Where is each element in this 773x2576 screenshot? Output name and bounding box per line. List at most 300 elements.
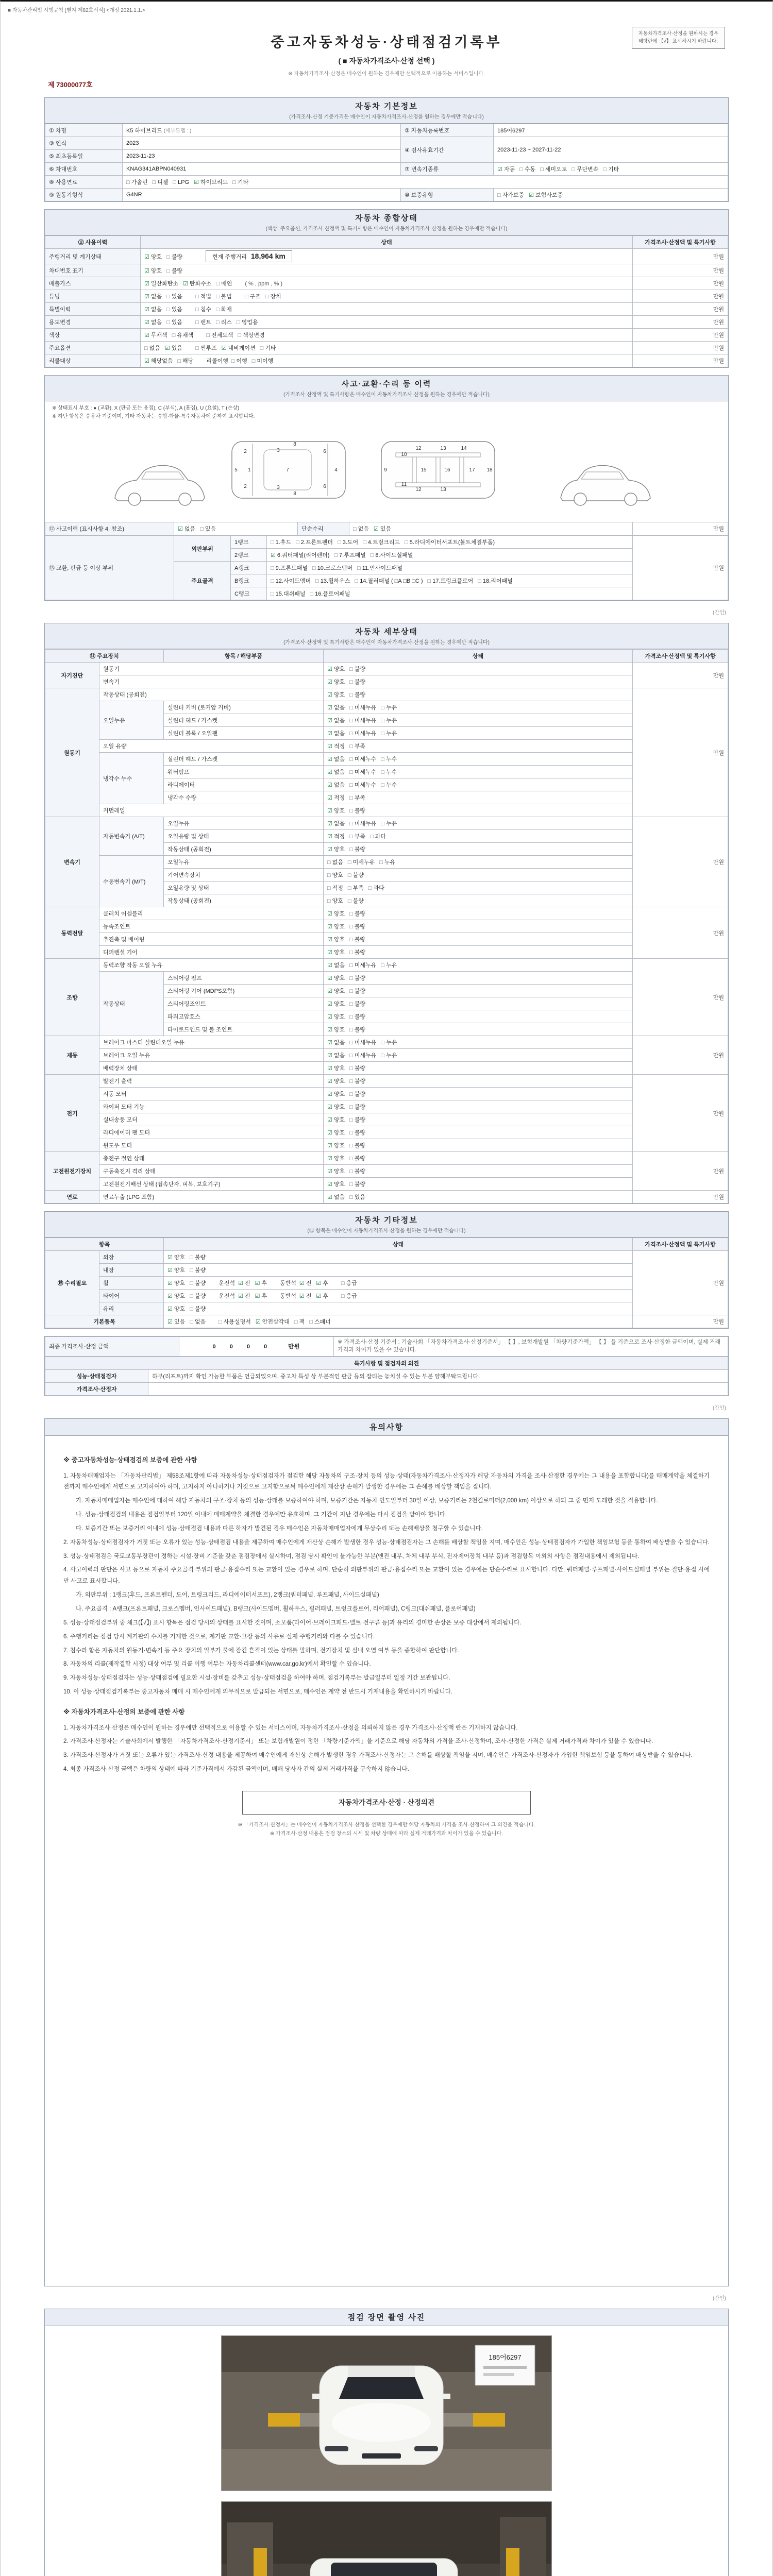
checkbox-icon[interactable]: □	[381, 1040, 384, 1046]
checkbox-option[interactable]	[327, 1193, 345, 1201]
checkbox-icon[interactable]: □	[379, 859, 383, 866]
checkbox-option[interactable]	[327, 974, 345, 982]
checkbox-option[interactable]	[327, 845, 345, 853]
checkbox-icon[interactable]: □	[271, 578, 274, 584]
checkbox-icon[interactable]: □	[126, 179, 130, 185]
checkbox-icon[interactable]: □	[349, 731, 353, 737]
checkbox-icon[interactable]: ☑	[327, 731, 332, 737]
checkbox-option[interactable]	[167, 1292, 185, 1300]
checkbox-option[interactable]	[271, 577, 311, 585]
checkbox-option[interactable]	[167, 1253, 185, 1261]
checkbox-option[interactable]	[166, 305, 182, 313]
checkbox-icon[interactable]: □	[349, 808, 353, 814]
checkbox-icon[interactable]: □	[381, 1053, 384, 1059]
checkbox-option[interactable]	[144, 305, 162, 313]
checkbox-option[interactable]	[144, 344, 160, 352]
checkbox-option[interactable]	[315, 577, 350, 585]
checkbox-option[interactable]	[349, 1077, 365, 1085]
checkbox-icon[interactable]: □	[349, 1014, 353, 1020]
checkbox-option[interactable]	[178, 524, 195, 533]
checkbox-option[interactable]	[172, 331, 194, 339]
checkbox-icon[interactable]: ☑	[327, 1143, 332, 1149]
checkbox-option[interactable]	[327, 819, 345, 827]
checkbox-option[interactable]	[327, 755, 345, 763]
checkbox-option[interactable]	[349, 1128, 365, 1137]
checkbox-option[interactable]	[327, 884, 343, 892]
checkbox-icon[interactable]: ☑	[327, 705, 332, 711]
checkbox-icon[interactable]: ☑	[167, 1293, 173, 1299]
checkbox-icon[interactable]: □	[349, 821, 353, 827]
checkbox-option[interactable]	[381, 755, 397, 763]
price-cell[interactable]: 만원	[633, 907, 728, 959]
checkbox-icon[interactable]: ☑	[327, 1001, 332, 1007]
checkbox-icon[interactable]: ☑	[178, 526, 183, 532]
price-cell[interactable]: 만원	[633, 688, 728, 817]
checkbox-icon[interactable]: ☑	[255, 1319, 261, 1325]
checkbox-option[interactable]	[190, 1317, 206, 1326]
checkbox-option[interactable]	[327, 729, 345, 737]
price-cell[interactable]: 만원	[633, 249, 728, 264]
checkbox-option[interactable]	[349, 806, 365, 815]
checkbox-icon[interactable]: ☑	[144, 319, 149, 326]
price-cell[interactable]: 만원	[633, 342, 728, 354]
checkbox-option[interactable]	[144, 266, 162, 275]
checkbox-icon[interactable]: ☑	[144, 268, 149, 274]
checkbox-icon[interactable]: □	[327, 859, 331, 866]
checkbox-option[interactable]	[271, 538, 291, 546]
checkbox-option[interactable]	[190, 1279, 206, 1287]
checkbox-option[interactable]	[381, 703, 397, 711]
checkbox-option[interactable]	[153, 178, 169, 186]
checkbox-option[interactable]	[540, 165, 567, 173]
checkbox-icon[interactable]: ☑	[327, 679, 332, 685]
checkbox-option[interactable]	[349, 1025, 365, 1033]
checkbox-option[interactable]	[349, 987, 365, 995]
checkbox-icon[interactable]: ☑	[327, 846, 332, 853]
checkbox-icon[interactable]: □	[338, 539, 341, 546]
checkbox-option[interactable]	[349, 1012, 365, 1021]
checkbox-icon[interactable]: □	[349, 679, 353, 685]
checkbox-icon[interactable]: □	[349, 795, 353, 801]
checkbox-option[interactable]	[271, 564, 308, 572]
checkbox-option[interactable]	[216, 318, 232, 326]
checkbox-icon[interactable]: □	[190, 1319, 193, 1325]
checkbox-icon[interactable]: □	[349, 846, 353, 853]
checkbox-icon[interactable]: □	[353, 526, 357, 532]
checkbox-option[interactable]	[252, 357, 274, 365]
checkbox-icon[interactable]: □	[349, 1194, 353, 1200]
checkbox-icon[interactable]: ☑	[316, 1280, 322, 1286]
price-cell[interactable]: 만원	[633, 264, 728, 277]
checkbox-icon[interactable]: ☑	[144, 307, 149, 313]
checkbox-option[interactable]	[349, 935, 365, 943]
checkbox-icon[interactable]: ☑	[327, 756, 332, 762]
checkbox-option[interactable]	[519, 165, 535, 173]
checkbox-option[interactable]	[381, 1051, 397, 1059]
checkbox-option[interactable]	[327, 1012, 345, 1021]
checkbox-icon[interactable]: ☑	[167, 1255, 173, 1261]
checkbox-option[interactable]	[381, 729, 397, 737]
price-cell[interactable]: 만원	[633, 1036, 728, 1075]
checkbox-icon[interactable]: □	[349, 1117, 353, 1123]
checkbox-option[interactable]	[327, 1051, 345, 1059]
checkbox-icon[interactable]: □	[349, 834, 353, 840]
checkbox-icon[interactable]: □	[190, 1306, 193, 1312]
checkbox-icon[interactable]: □	[349, 950, 353, 956]
checkbox-option[interactable]	[381, 768, 397, 776]
checkbox-icon[interactable]: □	[349, 1143, 353, 1149]
checkbox-icon[interactable]: ☑	[327, 821, 332, 827]
checkbox-icon[interactable]: ☑	[327, 782, 332, 788]
checkbox-icon[interactable]: □	[251, 358, 256, 364]
checkbox-option[interactable]	[349, 755, 376, 763]
checkbox-icon[interactable]: ☑	[238, 1293, 243, 1299]
checkbox-icon[interactable]: ☑	[255, 1280, 260, 1286]
checkbox-icon[interactable]: □	[349, 666, 353, 672]
checkbox-option[interactable]	[381, 781, 397, 789]
checkbox-option[interactable]	[238, 1279, 250, 1287]
checkbox-option[interactable]	[167, 1266, 185, 1274]
checkbox-icon[interactable]: □	[315, 578, 319, 584]
checkbox-icon[interactable]: □	[363, 539, 366, 546]
checkbox-option[interactable]	[327, 1154, 345, 1162]
checkbox-icon[interactable]: ☑	[255, 1293, 260, 1299]
checkbox-icon[interactable]: □	[271, 539, 274, 546]
checkbox-option[interactable]	[173, 179, 189, 185]
checkbox-option[interactable]	[381, 716, 397, 724]
checkbox-icon[interactable]: ☑	[327, 1156, 332, 1162]
checkbox-icon[interactable]: ☑	[238, 1280, 243, 1286]
checkbox-icon[interactable]: □	[177, 358, 181, 364]
price-cell[interactable]: 만원	[633, 1315, 728, 1328]
checkbox-icon[interactable]: ☑	[373, 526, 379, 532]
checkbox-option[interactable]	[327, 922, 345, 930]
checkbox-option[interactable]	[327, 1025, 345, 1033]
checkbox-icon[interactable]: □	[478, 578, 481, 584]
checkbox-icon[interactable]: □	[349, 769, 353, 775]
checkbox-option[interactable]	[327, 858, 343, 866]
checkbox-option[interactable]	[190, 1253, 206, 1261]
checkbox-option[interactable]	[349, 716, 376, 724]
checkbox-option[interactable]	[327, 716, 345, 724]
checkbox-icon[interactable]: □	[195, 307, 199, 313]
checkbox-option[interactable]	[349, 1103, 365, 1111]
checkbox-icon[interactable]: □	[381, 821, 384, 827]
checkbox-option[interactable]	[194, 178, 228, 186]
checkbox-option[interactable]	[478, 577, 512, 585]
checkbox-icon[interactable]: ☑	[327, 834, 332, 840]
checkbox-icon[interactable]: □	[334, 552, 338, 558]
checkbox-option[interactable]	[349, 1141, 365, 1149]
checkbox-option[interactable]	[256, 1317, 290, 1326]
checkbox-icon[interactable]: ☑	[194, 179, 199, 185]
checkbox-icon[interactable]: □	[349, 782, 353, 788]
checkbox-icon[interactable]: □	[349, 718, 353, 724]
checkbox-icon[interactable]: □	[405, 539, 408, 546]
checkbox-icon[interactable]: □	[341, 1280, 345, 1286]
checkbox-option[interactable]	[166, 318, 182, 326]
checkbox-option[interactable]	[260, 344, 276, 352]
checkbox-icon[interactable]: ☑	[327, 1130, 332, 1136]
checkbox-option[interactable]	[341, 1279, 357, 1287]
checkbox-option[interactable]	[177, 357, 193, 365]
price-cell[interactable]: 만원	[633, 290, 728, 303]
checkbox-icon[interactable]: ☑	[327, 1078, 332, 1084]
checkbox-icon[interactable]: ☑	[327, 692, 332, 698]
checkbox-icon[interactable]: □	[190, 1293, 193, 1299]
checkbox-icon[interactable]: ☑	[164, 345, 170, 351]
checkbox-icon[interactable]: □	[381, 769, 384, 775]
checkbox-option[interactable]	[428, 577, 474, 585]
checkbox-option[interactable]	[327, 1180, 345, 1188]
checkbox-icon[interactable]: □	[166, 319, 170, 326]
checkbox-option[interactable]	[349, 729, 376, 737]
checkbox-icon[interactable]: □	[215, 319, 220, 326]
checkbox-icon[interactable]: □	[349, 1040, 353, 1046]
checkbox-icon[interactable]: ☑	[327, 1104, 332, 1110]
checkbox-icon[interactable]: ☑	[327, 1040, 332, 1046]
checkbox-option[interactable]	[338, 538, 358, 546]
checkbox-icon[interactable]: □	[341, 1293, 345, 1299]
checkbox-icon[interactable]: □	[427, 578, 431, 584]
checkbox-option[interactable]	[327, 1115, 345, 1124]
checkbox-icon[interactable]: ☑	[299, 1293, 305, 1299]
checkbox-icon[interactable]: □	[195, 319, 199, 326]
checkbox-icon[interactable]: □	[370, 834, 374, 840]
checkbox-option[interactable]	[299, 1279, 312, 1287]
checkbox-option[interactable]	[327, 935, 345, 943]
checkbox-option[interactable]	[222, 344, 256, 352]
checkbox-icon[interactable]: ☑	[327, 743, 332, 750]
checkbox-icon[interactable]: ☑	[327, 718, 332, 724]
checkbox-option[interactable]	[167, 1304, 185, 1313]
checkbox-option[interactable]	[349, 922, 365, 930]
checkbox-icon[interactable]: □	[381, 718, 384, 724]
checkbox-icon[interactable]: □	[327, 885, 331, 891]
checkbox-option[interactable]	[327, 909, 345, 918]
checkbox-icon[interactable]: ☑	[327, 769, 332, 775]
final-price-amount[interactable]	[179, 1337, 334, 1357]
checkbox-option[interactable]	[334, 551, 365, 559]
checkbox-icon[interactable]: ☑	[327, 924, 332, 930]
checkbox-icon[interactable]: ☑	[327, 1117, 332, 1123]
checkbox-icon[interactable]: □	[349, 692, 353, 698]
checkbox-icon[interactable]: □	[232, 179, 236, 185]
checkbox-option[interactable]	[310, 589, 350, 598]
checkbox-icon[interactable]: ☑	[327, 795, 332, 801]
checkbox-option[interactable]	[572, 165, 598, 173]
checkbox-icon[interactable]: ☑	[167, 1280, 173, 1286]
checkbox-icon[interactable]: ☑	[167, 1319, 173, 1325]
checkbox-icon[interactable]: □	[260, 345, 264, 351]
checkbox-option[interactable]	[238, 1292, 250, 1300]
checkbox-option[interactable]	[349, 793, 365, 802]
checkbox-option[interactable]	[348, 896, 364, 905]
checkbox-icon[interactable]: ☑	[144, 281, 149, 287]
checkbox-option[interactable]	[327, 1090, 345, 1098]
checkbox-icon[interactable]: □	[381, 782, 384, 788]
checkbox-icon[interactable]: □	[216, 281, 220, 287]
checkbox-option[interactable]	[349, 845, 365, 853]
checkbox-option[interactable]	[349, 768, 376, 776]
checkbox-option[interactable]	[327, 961, 345, 969]
checkbox-option[interactable]	[195, 344, 217, 352]
checkbox-icon[interactable]: □	[195, 345, 199, 351]
checkbox-icon[interactable]: □	[200, 526, 204, 532]
checkbox-icon[interactable]: □	[349, 743, 353, 750]
checkbox-option[interactable]	[271, 589, 305, 598]
checkbox-option[interactable]	[190, 1292, 206, 1300]
checkbox-option[interactable]	[237, 318, 258, 326]
checkbox-option[interactable]	[166, 266, 182, 275]
checkbox-icon[interactable]: □	[349, 756, 353, 762]
checkbox-option[interactable]	[381, 1038, 397, 1046]
price-cell[interactable]: 만원	[633, 329, 728, 342]
checkbox-icon[interactable]: □	[236, 319, 240, 326]
checkbox-icon[interactable]: □	[349, 1078, 353, 1084]
checkbox-option[interactable]	[529, 191, 563, 199]
checkbox-icon[interactable]: ☑	[327, 1168, 332, 1175]
checkbox-option[interactable]	[165, 344, 182, 352]
checkbox-option[interactable]	[206, 331, 233, 339]
checkbox-icon[interactable]: □	[347, 885, 351, 891]
price-cell[interactable]: 만원	[633, 536, 728, 600]
checkbox-option[interactable]	[255, 1292, 267, 1300]
checkbox-icon[interactable]: ☑	[327, 1065, 332, 1072]
checkbox-icon[interactable]: □	[294, 1319, 298, 1325]
checkbox-option[interactable]	[216, 279, 232, 287]
checkbox-option[interactable]	[327, 948, 345, 956]
checkbox-icon[interactable]: □	[357, 565, 361, 571]
checkbox-icon[interactable]: □	[347, 872, 351, 878]
checkbox-icon[interactable]: ☑	[327, 1091, 332, 1097]
checkbox-icon[interactable]: □	[572, 166, 575, 173]
checkbox-icon[interactable]: □	[215, 294, 220, 300]
checkbox-icon[interactable]: ☑	[316, 1293, 322, 1299]
checkbox-icon[interactable]: □	[144, 345, 148, 351]
checkbox-option[interactable]	[348, 884, 364, 892]
price-cell[interactable]: 만원	[633, 817, 728, 907]
checkbox-option[interactable]	[327, 1103, 345, 1111]
checkbox-option[interactable]	[327, 1128, 345, 1137]
checkbox-option[interactable]	[374, 524, 391, 533]
checkbox-icon[interactable]: □	[497, 192, 501, 198]
checkbox-option[interactable]	[271, 551, 329, 559]
checkbox-option[interactable]	[349, 832, 365, 840]
checkbox-icon[interactable]: □	[349, 975, 353, 981]
price-cell[interactable]: 만원	[633, 354, 728, 367]
checkbox-icon[interactable]: ☑	[327, 937, 332, 943]
checkbox-option[interactable]	[238, 331, 264, 339]
checkbox-icon[interactable]: □	[190, 1267, 193, 1274]
checkbox-icon[interactable]: ☑	[327, 962, 332, 969]
checkbox-icon[interactable]: □	[166, 294, 170, 300]
checkbox-option[interactable]	[349, 1090, 365, 1098]
checkbox-icon[interactable]: □	[349, 1065, 353, 1072]
checkbox-icon[interactable]: ☑	[221, 345, 227, 351]
checkbox-icon[interactable]: ☑	[327, 1053, 332, 1059]
checkbox-option[interactable]	[144, 279, 178, 287]
checkbox-option[interactable]	[349, 665, 365, 673]
checkbox-option[interactable]	[144, 357, 173, 365]
checkbox-option[interactable]	[349, 703, 376, 711]
checkbox-option[interactable]	[327, 677, 345, 686]
checkbox-option[interactable]	[349, 961, 376, 969]
price-cell[interactable]: 만원	[633, 303, 728, 316]
checkbox-option[interactable]	[348, 858, 375, 866]
checkbox-option[interactable]	[327, 1038, 345, 1046]
checkbox-option[interactable]	[327, 793, 345, 802]
checkbox-icon[interactable]: □	[215, 307, 220, 313]
checkbox-option[interactable]	[255, 1279, 267, 1287]
price-cell[interactable]: 만원	[633, 959, 728, 1036]
price-cell[interactable]: 만원	[633, 277, 728, 290]
checkbox-icon[interactable]: □	[349, 962, 353, 969]
checkbox-icon[interactable]: □	[349, 924, 353, 930]
checkbox-icon[interactable]: □	[271, 565, 274, 571]
checkbox-option[interactable]	[349, 677, 365, 686]
checkbox-icon[interactable]: □	[312, 565, 316, 571]
checkbox-icon[interactable]: □	[173, 179, 177, 185]
checkbox-icon[interactable]: □	[166, 307, 170, 313]
checkbox-icon[interactable]: ☑	[327, 808, 332, 814]
checkbox-option[interactable]	[327, 1141, 345, 1149]
checkbox-icon[interactable]: ☑	[327, 911, 332, 917]
checkbox-icon[interactable]: □	[310, 591, 314, 597]
checkbox-option[interactable]	[349, 974, 365, 982]
checkbox-option[interactable]	[370, 832, 386, 840]
checkbox-icon[interactable]: □	[231, 358, 235, 364]
checkbox-icon[interactable]: □	[349, 1168, 353, 1175]
checkbox-option[interactable]	[327, 1077, 345, 1085]
checkbox-option[interactable]	[190, 1266, 206, 1274]
checkbox-option[interactable]	[327, 768, 345, 776]
checkbox-option[interactable]	[216, 292, 232, 300]
checkbox-icon[interactable]: □	[166, 254, 170, 260]
checkbox-option[interactable]	[296, 538, 333, 546]
checkbox-option[interactable]	[231, 357, 247, 365]
checkbox-option[interactable]	[327, 1167, 345, 1175]
checkbox-option[interactable]	[195, 318, 211, 326]
checkbox-icon[interactable]: □	[327, 872, 331, 878]
checkbox-icon[interactable]: ☑	[144, 332, 149, 338]
price-cell[interactable]: 만원	[633, 522, 728, 535]
checkbox-icon[interactable]: ☑	[497, 166, 502, 173]
checkbox-icon[interactable]: □	[370, 552, 374, 558]
checkbox-icon[interactable]: ☑	[271, 552, 276, 558]
checkbox-option[interactable]	[363, 538, 400, 546]
checkbox-option[interactable]	[603, 165, 619, 173]
checkbox-option[interactable]	[349, 1167, 365, 1175]
checkbox-icon[interactable]: □	[238, 332, 242, 338]
checkbox-option[interactable]	[497, 191, 524, 199]
checkbox-icon[interactable]: □	[349, 937, 353, 943]
checkbox-icon[interactable]: □	[349, 1001, 353, 1007]
checkbox-option[interactable]	[167, 1279, 185, 1287]
checkbox-option[interactable]	[312, 564, 352, 572]
checkbox-option[interactable]	[381, 819, 397, 827]
checkbox-option[interactable]	[144, 292, 162, 300]
checkbox-icon[interactable]: ☑	[327, 1027, 332, 1033]
checkbox-icon[interactable]: □	[271, 591, 274, 597]
checkbox-option[interactable]	[144, 318, 162, 326]
checkbox-icon[interactable]: ☑	[144, 254, 149, 260]
checkbox-option[interactable]	[349, 1180, 365, 1188]
checkbox-icon[interactable]: □	[381, 731, 384, 737]
checkbox-icon[interactable]: ☑	[327, 950, 332, 956]
checkbox-option[interactable]	[327, 832, 345, 840]
checkbox-icon[interactable]: ☑	[327, 1014, 332, 1020]
